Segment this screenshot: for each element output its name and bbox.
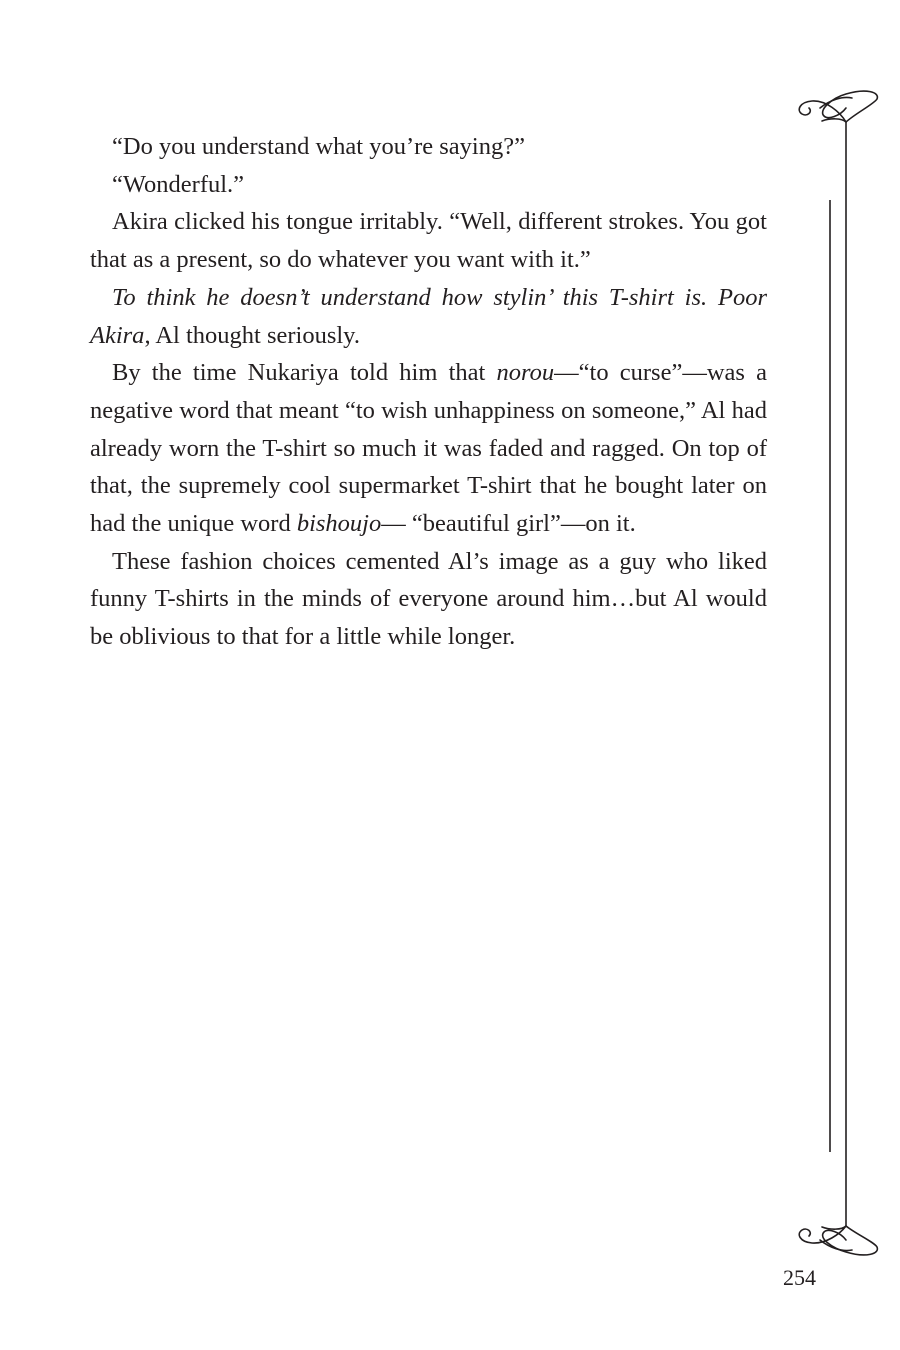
- text-segment: “Do you understand what you’re saying?”: [112, 133, 525, 160]
- bottom-flourish-icon: [799, 1226, 877, 1255]
- page-number: 254: [783, 1265, 816, 1290]
- paragraph: [90, 203, 767, 278]
- text-segment: —“to curse”—was a negative word that meant “to wish unhappiness on someone,” Al had already worn the T-shirt so much it was faded and ragged. On top of that, the supremely cool supermarket T-shirt that he bought later on had the unique word: [90, 359, 767, 538]
- text-segment: By the time Nukariya told him that: [112, 359, 497, 387]
- text-segment: “Wonderful.”: [112, 170, 245, 198]
- text-segment: — “beautiful girl”—on it.: [381, 510, 636, 538]
- italic-text-segment: bishoujo: [296, 510, 382, 538]
- body-text: [90, 128, 767, 656]
- paragraph: [90, 354, 767, 543]
- paragraph: [90, 128, 767, 166]
- top-flourish-icon: [799, 91, 877, 122]
- paragraph: [90, 166, 767, 204]
- italic-text-segment: To think he doesn’t understand how stylin’ this T-shirt is. Poor Akira: [90, 283, 767, 349]
- italic-text-segment: norou: [496, 359, 555, 387]
- paragraph: [90, 543, 767, 656]
- paragraph: [90, 279, 767, 354]
- text-segment: These fashion choices cemented Al’s image as a guy who liked funny T-shirts in the minds of everyone around him…but Al would be oblivious to that for a little while longer.: [90, 547, 767, 651]
- text-segment: , Al thought seriously.: [144, 321, 360, 349]
- text-segment: Akira clicked his tongue irritably. “Well, different strokes. You got that as a present, so do whatever you want with it.”: [90, 208, 767, 274]
